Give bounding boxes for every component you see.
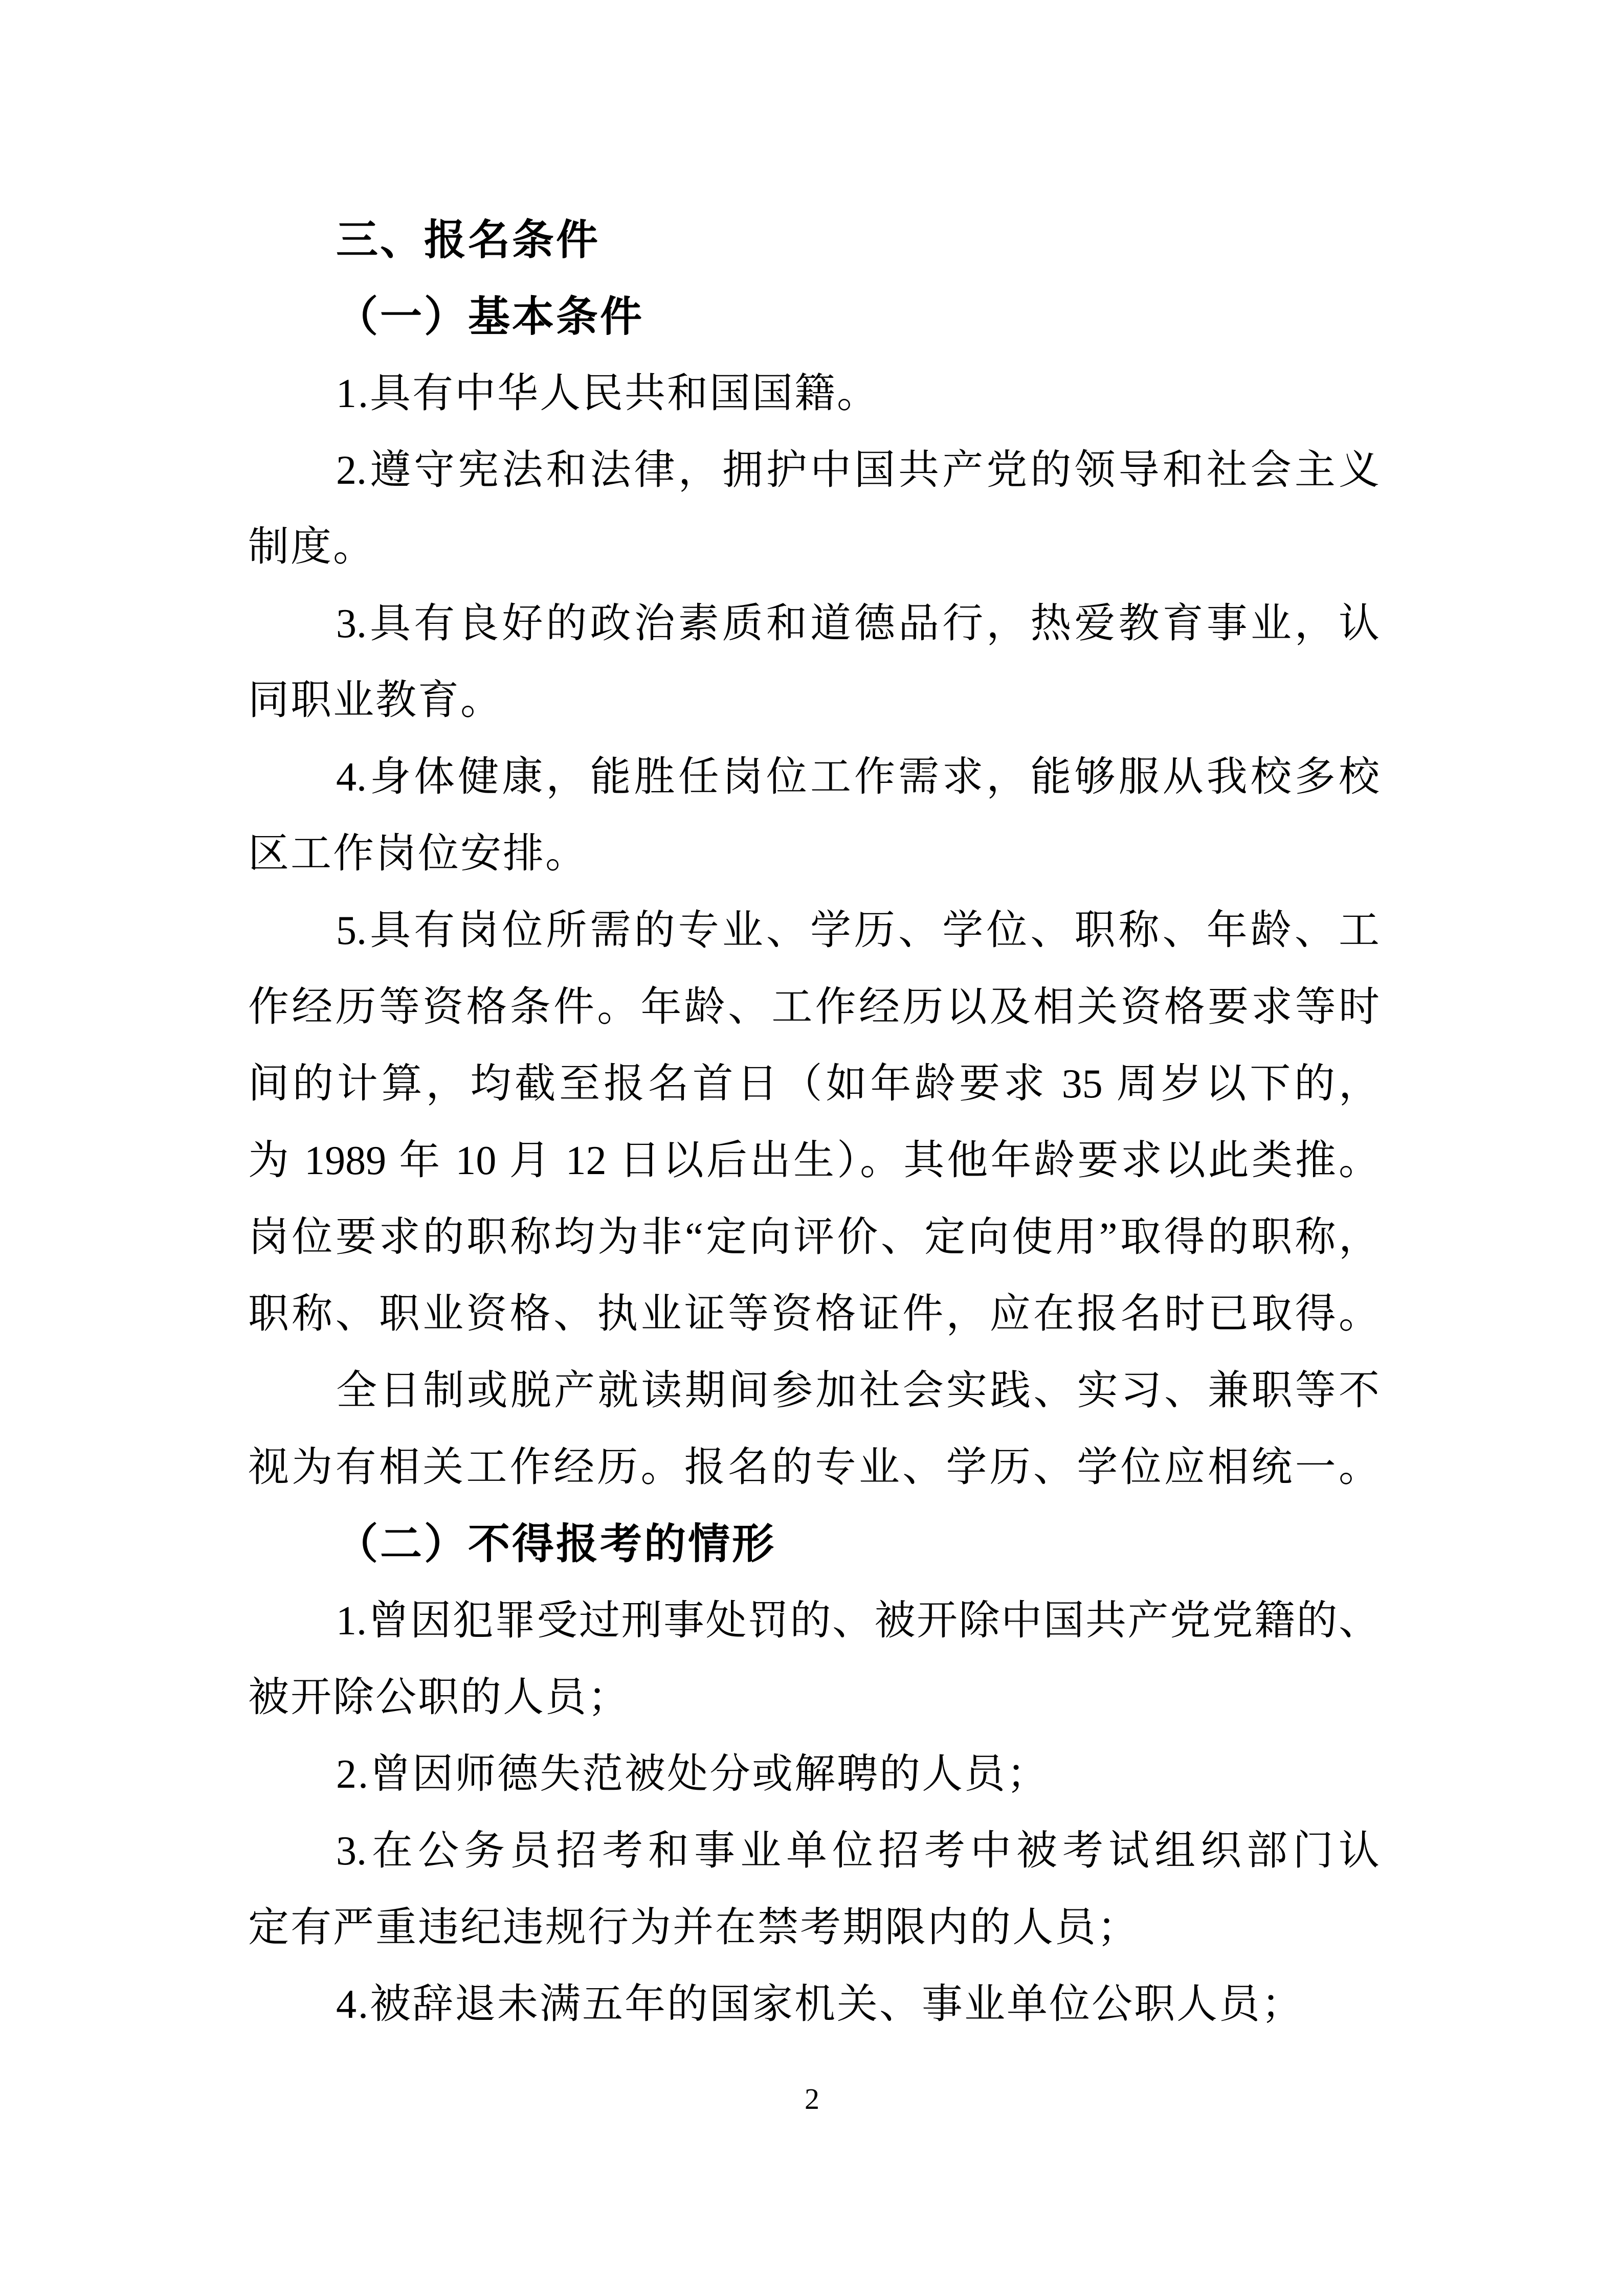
text-line: 制度。 (248, 525, 375, 570)
text-line: 4.被辞退未满五年的国家机关、事业单位公职人员； (336, 1982, 1304, 2027)
text-line: 作经历等资格条件。年龄、工作经历以及相关资格要求等时 (248, 985, 1380, 1030)
text-line: 1.曾因犯罪受过刑事处罚的、被开除中国共产党党籍的、 (336, 1599, 1380, 1644)
text-line: 2.曾因师德失范被处分或解聘的人员； (336, 1752, 1049, 1797)
text-line: 同职业教育。 (248, 678, 503, 723)
text-line: 全日制或脱产就读期间参加社会实践、实习、兼职等不 (336, 1368, 1380, 1413)
text-line: 定有严重违纪违规行为并在禁考期限内的人员； (248, 1905, 1140, 1950)
text-line: 职称、职业资格、执业证等资格证件，应在报名时已取得。 (248, 1292, 1380, 1337)
page-number: 2 (805, 2082, 819, 2115)
document-body (248, 202, 1380, 2043)
heading-line: 三、报名条件 (336, 217, 600, 263)
text-line: 间的计算，均截至报名首日（如年龄要求 35 周岁以下的， (248, 1062, 1380, 1107)
text-line: 2.遵守宪法和法律，拥护中国共产党的领导和社会主义 (336, 448, 1380, 493)
text-line: 3.具有良好的政治素质和道德品行，热爱教育事业，认 (336, 601, 1380, 646)
text-line: 为 1989 年 10 月 12 日以后出生）。其他年龄要求以此类推。 (248, 1138, 1380, 1183)
text-line: 区工作岗位安排。 (248, 831, 588, 876)
text-line: 5.具有岗位所需的专业、学历、学位、职称、年龄、工 (336, 908, 1380, 953)
heading-line: （一）基本条件 (336, 294, 644, 340)
text-line: 1.具有中华人民共和国国籍。 (336, 371, 879, 416)
text-line: 3.在公务员招考和事业单位招考中被考试组织部门认 (336, 1829, 1380, 1874)
text-line: 岗位要求的职称均为非“定向评价、定向使用”取得的职称， (248, 1215, 1380, 1260)
text-line: 视为有相关工作经历。报名的专业、学历、学位应相统一。 (248, 1445, 1380, 1490)
heading-line: （二）不得报考的情形 (336, 1521, 776, 1567)
text-line: 被开除公职的人员； (248, 1675, 630, 1720)
text-line: 4.身体健康，能胜任岗位工作需求，能够服从我校多校 (336, 755, 1380, 800)
